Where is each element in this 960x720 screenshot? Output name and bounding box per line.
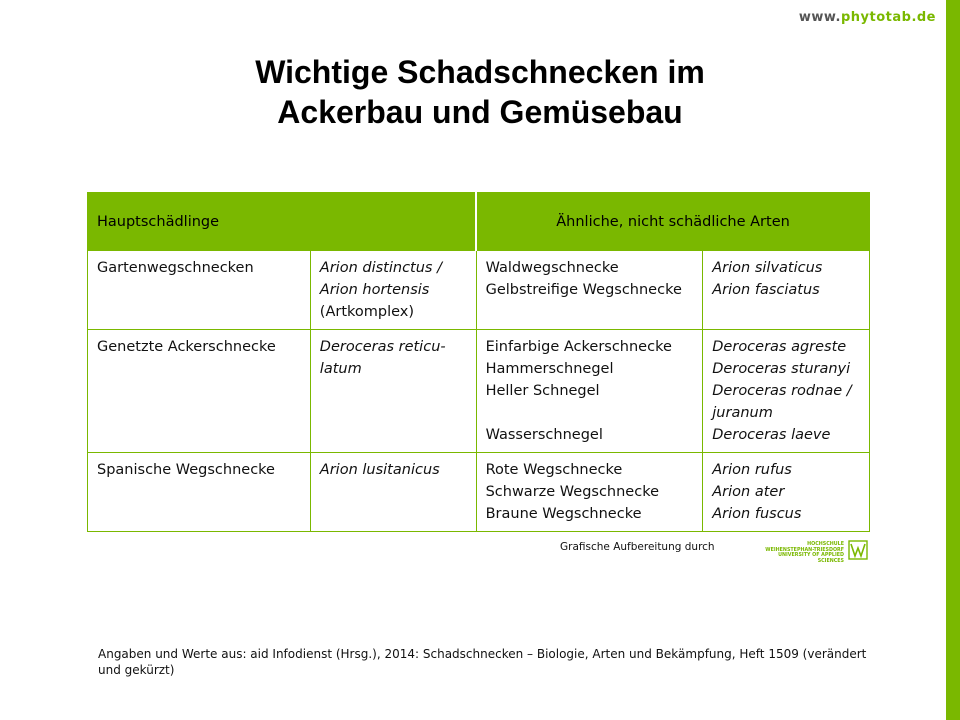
common-line: Wasserschnegel xyxy=(485,427,603,443)
slug-table xyxy=(87,192,870,532)
common-line: Rote Wegschnecke xyxy=(485,462,623,478)
university-logo xyxy=(752,540,870,564)
similar-scientific-names xyxy=(703,453,870,532)
brand-suffix: .de xyxy=(911,10,936,25)
sci-line: Arion fasciatus xyxy=(712,282,820,298)
table-row xyxy=(88,453,870,532)
hswt-logo-icon xyxy=(848,540,868,560)
title-line-1: Wichtige Schadschnecken im xyxy=(255,54,705,90)
credit-text: Grafische Aufbereitung durch xyxy=(560,541,715,553)
source-citation: Angaben und Werte aus: aid Infodienst (Hrsg.), 2014: Schadschnecken – Biologie, Arten und Bekämpfung, Heft 1509 (verändert und gekürzt) xyxy=(98,647,867,677)
page-title xyxy=(0,52,960,132)
pest-scientific-name xyxy=(310,330,476,453)
sci-line: Arion rufus xyxy=(712,462,792,478)
header-main-pests: Hauptschädlinge xyxy=(88,193,477,251)
pest-scientific-name xyxy=(310,453,476,532)
logo-line-1: HOCHSCHULE xyxy=(807,542,844,547)
similar-common-names xyxy=(476,453,703,532)
common-line: Waldwegschnecke xyxy=(485,260,619,276)
common-line: Hammerschnegel xyxy=(485,361,614,377)
common-line: Gelbstreifige Wegschnecke xyxy=(485,282,682,298)
brand-url[interactable] xyxy=(799,10,936,25)
sci-line: Arion lusitanicus xyxy=(319,462,440,478)
similar-common-names xyxy=(476,251,703,330)
sci-line: Deroceras agreste xyxy=(712,339,847,355)
logo-line-2: WEIHENSTEPHAN-TRIESDORF xyxy=(765,547,844,553)
table-header-row xyxy=(88,193,870,251)
sci-line: Deroceras sturanyi xyxy=(712,361,851,377)
similar-scientific-names xyxy=(703,251,870,330)
common-line: Schwarze Wegschnecke xyxy=(485,484,660,500)
similar-scientific-names xyxy=(703,330,870,453)
pest-scientific-name xyxy=(310,251,476,330)
title-line-2: Ackerbau und Gemüsebau xyxy=(277,94,683,130)
sci-line: latum xyxy=(319,361,362,377)
common-line: Heller Schnegel xyxy=(485,383,600,399)
sci-line: Deroceras rodnae / xyxy=(712,383,852,399)
header-similar-species: Ähnliche, nicht schädliche Arten xyxy=(476,193,869,251)
pest-common-name: Spanische Wegschnecke xyxy=(88,453,311,532)
table-row xyxy=(88,251,870,330)
logo-line-3: UNIVERSITY OF APPLIED SCIENCES xyxy=(778,553,844,564)
common-line: Braune Wegschnecke xyxy=(485,506,642,522)
sci-line: Deroceras laeve xyxy=(712,427,831,443)
common-line: Einfarbige Ackerschnecke xyxy=(485,339,672,355)
similar-common-names xyxy=(476,330,703,453)
brand-prefix: www. xyxy=(798,10,841,25)
table-row xyxy=(88,330,870,453)
sci-line: Arion distinctus / xyxy=(319,260,442,276)
pest-common-name: Gartenwegschnecken xyxy=(88,251,311,330)
sci-line: Deroceras reticu- xyxy=(319,339,446,355)
pest-common-name: Genetzte Ackerschnecke xyxy=(88,330,311,453)
sci-line: juranum xyxy=(712,405,773,421)
sci-line: Arion ater xyxy=(712,484,785,500)
logo-text xyxy=(752,542,844,564)
brand-name: phytotab xyxy=(840,10,912,25)
sci-note: (Artkomplex) xyxy=(319,304,415,320)
sci-line: Arion hortensis xyxy=(319,282,430,298)
sci-line: Arion fuscus xyxy=(712,506,802,522)
sci-line: Arion silvaticus xyxy=(712,260,823,276)
